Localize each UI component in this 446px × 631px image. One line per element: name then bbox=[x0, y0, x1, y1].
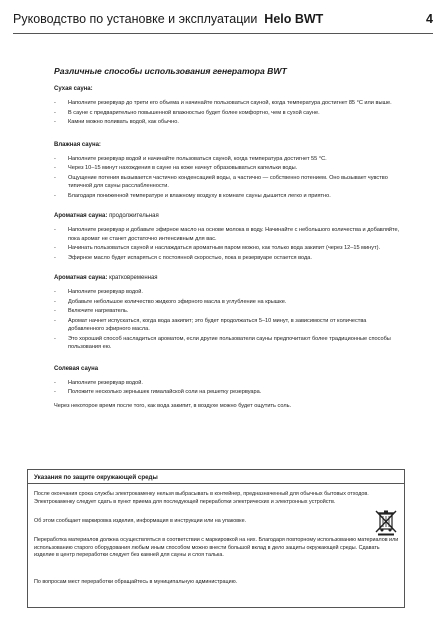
list-item: - Эфирное масло будет испаряться с постоянной скоростью, пока в резервуаре остается вода. bbox=[54, 254, 400, 263]
list-item: - Наполните резервуар до трети его объема и начинайте пользоваться сауной, когда температура достигнет 85 °C или выше. bbox=[54, 99, 400, 108]
section-subtitle: кратковременная bbox=[109, 275, 158, 281]
sections-container bbox=[40, 86, 400, 397]
section-list bbox=[54, 379, 400, 397]
list-item: - Включите нагреватель. bbox=[54, 307, 400, 316]
environment-box bbox=[27, 469, 405, 608]
list-item: - Начинать пользоваться сауной и наслаждаться ароматным паром можно, как только вода закипит (через 12–15 минут). bbox=[54, 244, 400, 253]
list-item: - Наполните резервуар водой. bbox=[54, 379, 400, 388]
section-title bbox=[54, 275, 400, 281]
usage-section bbox=[54, 213, 400, 262]
environment-paragraph: По вопросам мест переработки обращайтесь в муниципальную администрацию. bbox=[34, 579, 238, 585]
list-item: - Наполните резервуар водой. bbox=[54, 288, 400, 297]
section-title bbox=[54, 86, 400, 92]
section-title-bold: Солевая сауна bbox=[54, 365, 99, 372]
environment-paragraph: Об этом сообщает маркировка изделия, информация в инструкции или на упаковке. bbox=[34, 518, 247, 524]
environment-title: Указания по защите окружающей среды bbox=[28, 470, 404, 484]
section-list bbox=[54, 99, 400, 127]
section-list bbox=[54, 226, 400, 262]
section-list bbox=[54, 155, 400, 201]
list-item: - Благодаря пониженной температуре и влажному воздуху в комнате сауны дышится легко и приятно. bbox=[54, 192, 400, 201]
section-list bbox=[54, 288, 400, 352]
header-brand: Helo BWT bbox=[264, 12, 324, 26]
header-divider bbox=[13, 33, 433, 34]
list-item: - В сауне с предварительно повышенной влажностью будет более комфортно, чем в сухой сауне. bbox=[54, 109, 400, 118]
list-item: - Наполните резервуар и добавьте эфирное масло на основе молока в воду. Начинайте с небольшого количества и добавляйте, пока аромат не станет достаточно интенсивным для вас. bbox=[54, 226, 400, 243]
main-title: Различные способы использования генератора BWT bbox=[54, 66, 287, 76]
page-number: 4 bbox=[426, 12, 433, 26]
list-item: - Через 10–15 минут нахождения в сауне на коже начнут образовываться капельки воды. bbox=[54, 164, 400, 173]
usage-section bbox=[54, 142, 400, 201]
list-item: - Наполните резервуар водой и начинайте пользоваться сауной, когда температура достигнет 55 °C. bbox=[54, 155, 400, 164]
environment-paragraph: После окончания срока службы электрокаменку нельзя выбрасывать в контейнер, предназначенный для обычных бытовых отходов. Электрокаменку следует сдать в пункт приема для последующей переработки электрических и электронных устройств. bbox=[34, 491, 369, 505]
section-title bbox=[54, 213, 400, 219]
section-title bbox=[54, 366, 400, 372]
environment-paragraph: Переработка материалов должна осуществляться в соответствии с маркировкой на них. Благодаря повторному использованию материалов или использованию старого оборудования любым иным способом можно внести большой вклад в дело защиты окружающей среды. Сдавать изделие в центр переработки следует без камней для сауны и слоя талька. bbox=[34, 537, 399, 558]
section-title-bold: Ароматная сауна: bbox=[54, 213, 108, 219]
section-title-bold: Влажная сауна: bbox=[54, 141, 101, 148]
header-title-text: Руководство по установке и эксплуатации bbox=[13, 12, 258, 26]
section-title-bold: Сухая сауна: bbox=[54, 86, 93, 92]
usage-section bbox=[54, 86, 400, 127]
list-item: - Камни можно поливать водой, как обычно. bbox=[54, 118, 400, 127]
header-title bbox=[13, 12, 323, 26]
salt-note: Через некоторое время после того, как вода закипит, в воздухе можно будет ощутить соль. bbox=[54, 402, 292, 409]
usage-section bbox=[54, 275, 400, 352]
main-content bbox=[40, 66, 400, 409]
section-title-bold: Ароматная сауна: bbox=[54, 275, 108, 281]
list-item: - Положите несколько зернышек гималайской соли на решетку резервуара. bbox=[54, 388, 400, 397]
page-header bbox=[13, 12, 433, 32]
usage-section bbox=[54, 366, 400, 397]
list-item: - Ощущение потения вызывается частично конденсацией воды, а частично — собственно потением. Оно вызывает чувство типичной для сауны расслабленности. bbox=[54, 174, 400, 191]
list-item: - Это хороший способ насладиться ароматом, если другие пользователи сауны предпочитают более традиционные способы пользования ею. bbox=[54, 335, 400, 352]
list-item: - Добавьте небольшое количество жидкого эфирного масла в углубление на крышке. bbox=[54, 298, 400, 307]
list-item: - Аромат начнет испускаться, когда вода закипит; это будет продолжаться 5–10 минут, в зависимости от количества добавленного эфирного масла. bbox=[54, 317, 400, 334]
weee-crossed-bin-icon bbox=[373, 508, 399, 536]
section-subtitle: продолжительная bbox=[109, 213, 159, 219]
section-title bbox=[54, 142, 400, 148]
